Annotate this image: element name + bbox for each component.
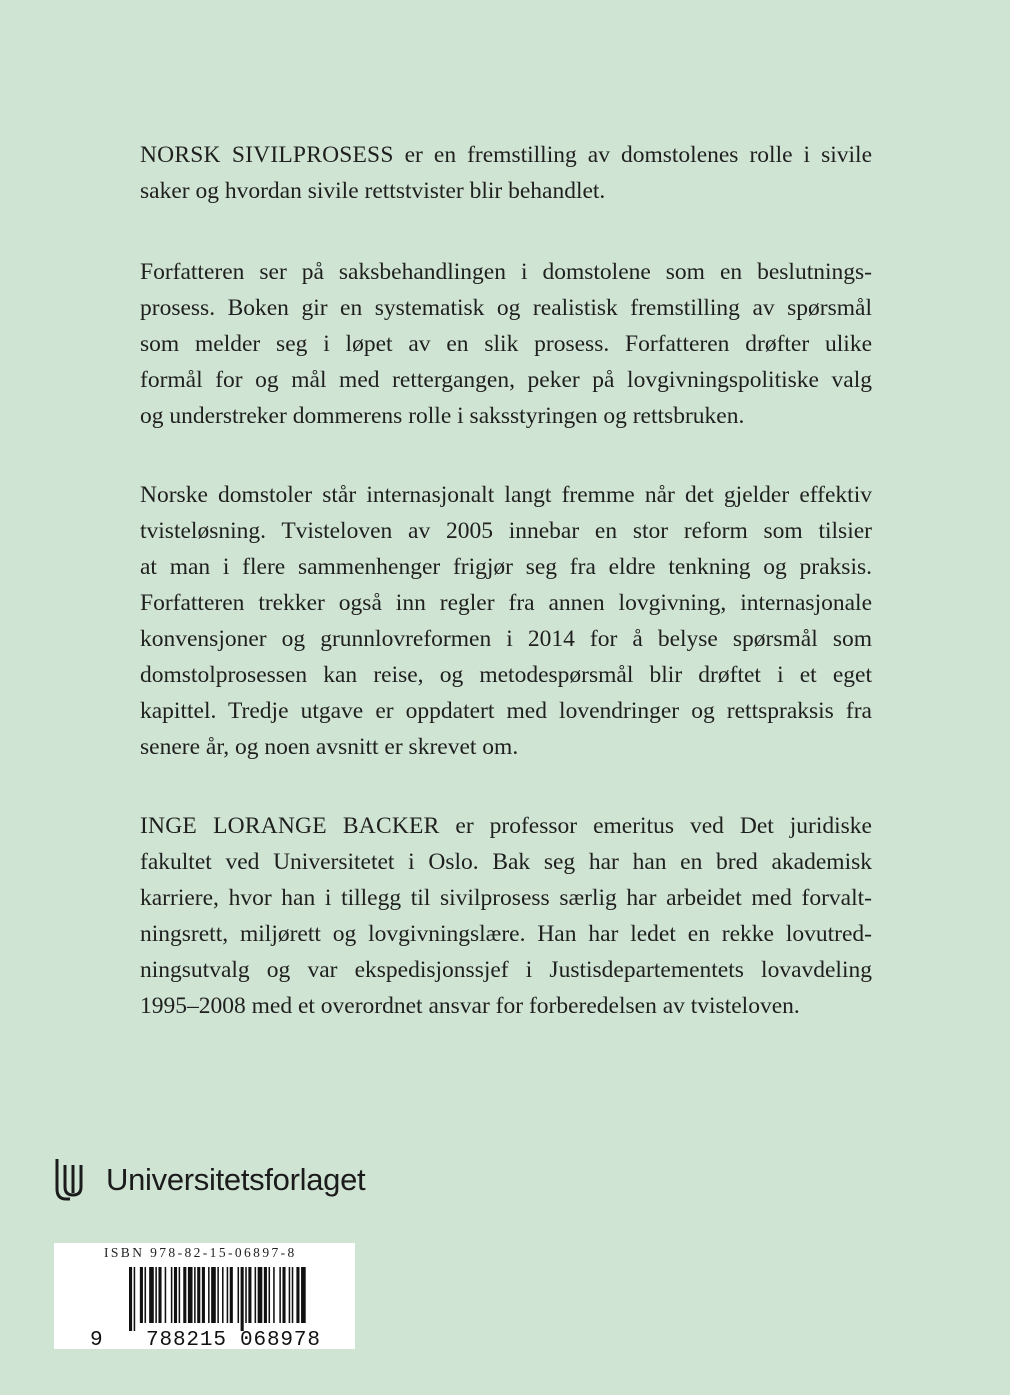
author-bio-paragraph bbox=[140, 808, 872, 1024]
blurb-line: konvensjoner og grunnlovreformen i 2014 for å belyse spørsmål som bbox=[140, 626, 872, 652]
barcode-bar bbox=[145, 1267, 147, 1323]
blurb-line: saker og hvordan sivile rettstvister blir behandlet. bbox=[140, 178, 606, 204]
barcode-bar bbox=[301, 1267, 306, 1323]
blurb-line: ningsutvalg og var ekspedisjonssjef i Justisdepartementets lovavdeling bbox=[140, 957, 872, 983]
barcode-graphic bbox=[54, 1243, 355, 1349]
blurb-line: karriere, hvor han i tillegg til sivilprosess særlig har arbeidet med forvalt- bbox=[140, 885, 872, 911]
barcode-bar bbox=[217, 1267, 219, 1323]
blurb-paragraph-context bbox=[140, 477, 872, 765]
barcode-bar bbox=[183, 1267, 186, 1323]
blurb-line: prosess. Boken gir en systematisk og realistisk fremstilling av spørsmål bbox=[140, 295, 872, 321]
barcode-bar bbox=[289, 1267, 291, 1323]
blurb-paragraph-title bbox=[140, 137, 872, 209]
blurb-line: som melder seg i løpet av en slik prosess. Forfatteren drøfter ulike bbox=[140, 331, 872, 357]
blurb-line bbox=[140, 137, 872, 173]
barcode-bar bbox=[171, 1267, 173, 1323]
barcode-bars bbox=[129, 1267, 306, 1331]
blurb-line: kapittel. Tredje utgave er oppdatert med lovendringer og rettspraksis fra bbox=[140, 698, 872, 724]
blurb-line: 1995–2008 med et overordnet ansvar for forberedelsen av tvisteloven. bbox=[140, 993, 800, 1019]
barcode-bar bbox=[273, 1267, 275, 1323]
blurb-line: Forfatteren ser på saksbehandlingen i domstolene som en beslutnings- bbox=[140, 259, 872, 285]
barcode-bar bbox=[179, 1267, 181, 1323]
author-name-lead: INGE LORANGE BACKER bbox=[140, 813, 440, 839]
barcode-bar bbox=[227, 1267, 229, 1323]
barcode-bar bbox=[258, 1267, 263, 1323]
barcode-bar bbox=[165, 1267, 167, 1323]
publisher-u-mark-icon bbox=[54, 1159, 84, 1201]
barcode-bar bbox=[208, 1267, 210, 1323]
blurb-line: domstolprosessen kan reise, og metodespørsmål blir drøftet i et eget bbox=[140, 662, 872, 688]
barcode-bar bbox=[188, 1267, 193, 1323]
blurb-line-text: er professor emeritus ved Det juridiske bbox=[439, 813, 872, 839]
isbn-barcode bbox=[54, 1243, 355, 1349]
barcode-bar bbox=[230, 1267, 233, 1323]
barcode-bar bbox=[292, 1267, 294, 1323]
isbn-label: ISBN 978-82-15-06897-8 bbox=[104, 1245, 297, 1260]
blurb-paragraph-summary bbox=[140, 254, 872, 434]
blurb-line-text: er en fremstilling av domstolenes rolle i sivile bbox=[393, 142, 872, 168]
blurb-line: senere år, og noen avsnitt er skrevet om. bbox=[140, 734, 519, 760]
barcode-bar bbox=[238, 1267, 240, 1323]
blurb-line: Norske domstoler står internasjonalt langt fremme når det gjelder effektiv bbox=[140, 482, 872, 508]
barcode-bar bbox=[194, 1267, 196, 1323]
barcode-bar bbox=[174, 1267, 177, 1323]
publisher-mark bbox=[54, 1158, 365, 1202]
barcode-bar bbox=[248, 1267, 251, 1323]
blurb-line: Forfatteren trekker også inn regler fra annen lovgivning, internasjonale bbox=[140, 590, 872, 616]
barcode-bar bbox=[245, 1267, 247, 1323]
publisher-name: Universitetsforlaget bbox=[106, 1162, 366, 1197]
barcode-bar bbox=[149, 1267, 154, 1323]
barcode-bar bbox=[282, 1267, 285, 1323]
barcode-bar bbox=[197, 1267, 200, 1323]
book-title-lead: NORSK SIVILPROSESS bbox=[140, 142, 394, 168]
blurb-line: fakultet ved Universitetet i Oslo. Bak seg har han en bred akademisk bbox=[140, 849, 872, 875]
barcode-bar bbox=[296, 1267, 299, 1323]
blurb-line: ningsrett, miljørett og lovgivningslære. Han har ledet en rekke lovutred- bbox=[140, 921, 872, 947]
blurb-line: at man i flere sammenhenger frigjør seg fra eldre tenkning og praksis. bbox=[140, 554, 872, 580]
barcode-bar bbox=[140, 1267, 143, 1323]
barcode-digits-right: 068978 bbox=[240, 1329, 320, 1349]
blurb-line: formål for og mål med rettergangen, peker på lovgivningspolitiske valg bbox=[140, 367, 872, 393]
barcode-bar bbox=[211, 1267, 216, 1323]
barcode-bar bbox=[222, 1267, 224, 1323]
barcode-bar bbox=[255, 1267, 257, 1323]
blurb-line: og understreker dommerens rolle i saksstyringen og rettsbruken. bbox=[140, 403, 745, 429]
barcode-bar bbox=[269, 1267, 271, 1323]
barcode-bar bbox=[241, 1267, 244, 1331]
barcode-digits-left: 788215 bbox=[146, 1329, 226, 1349]
barcode-bar bbox=[129, 1267, 132, 1331]
barcode-bar bbox=[134, 1267, 136, 1331]
blurb-line bbox=[140, 808, 872, 844]
barcode-bar bbox=[264, 1267, 267, 1323]
barcode-bar bbox=[202, 1267, 205, 1323]
barcode-bar bbox=[279, 1267, 281, 1323]
blurb-line: tvisteløsning. Tvisteloven av 2005 innebar en stor reform som tilsier bbox=[140, 518, 872, 544]
barcode-bar bbox=[158, 1267, 161, 1323]
barcode-bar bbox=[155, 1267, 157, 1323]
barcode-digit-prefix: 9 bbox=[90, 1329, 103, 1349]
